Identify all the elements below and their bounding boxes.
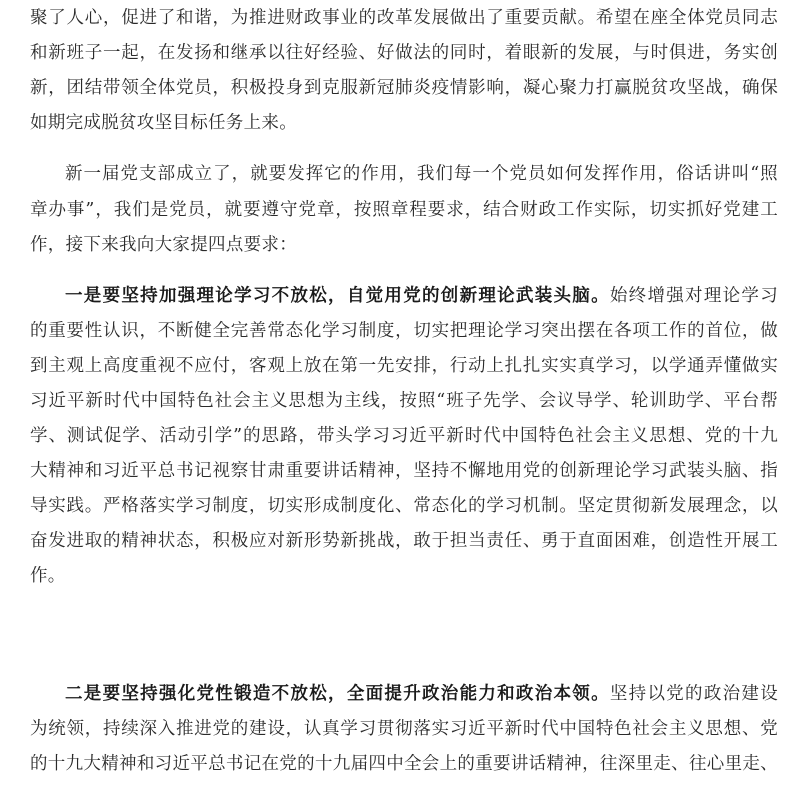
text-line: 如期完成脱贫攻坚目标任务上来。 bbox=[30, 113, 297, 133]
text-line bbox=[30, 285, 778, 307]
text-line: 新一届党支部成立了，就要发挥它的作用，我们每一个党员如何发挥作用，俗话讲叫“照 bbox=[65, 164, 778, 184]
text-line: 的重要性认识，不断健全完善常态化学习制度，切实把理论学习突出摆在各项工作的首位，做 bbox=[30, 321, 778, 341]
text-line: 奋发进取的精神状态，积极应对新形势新挑战，敢于担当责任、勇于直面困难，创造性开展工 bbox=[30, 531, 778, 551]
text-run: 始终增强对理论学习 bbox=[609, 286, 778, 306]
text-line: 作，接下来我向大家提四点要求： bbox=[30, 235, 297, 255]
text-line: 和新班子一起，在发扬和继承以往好经验、好做法的同时，着眼新的发展，与时俱进，务实创 bbox=[30, 43, 778, 63]
text-line: 为统领，持续深入推进党的建设，认真学习贯彻落实习近平新时代中国特色社会主义思想、党 bbox=[30, 719, 778, 739]
text-line: 大精神和习近平总书记视察甘肃重要讲话精神，坚持不懈地用党的创新理论学习武装头脑、指 bbox=[30, 461, 778, 481]
text-line: 的十九大精神和习近平总书记在党的十九届四中全会上的重要讲话精神，往深里走、往心里走、 bbox=[30, 754, 778, 774]
text-line: 作。 bbox=[30, 566, 66, 586]
text-line: 导实践。严格落实学习制度，切实形成制度化、常态化的学习机制。坚定贯彻新发展理念，以 bbox=[30, 496, 778, 516]
paragraph-heading: 一是要坚持加强理论学习不放松，自觉用党的创新理论武装头脑。 bbox=[65, 286, 610, 306]
text-line: 新，团结带领全体党员，积极投身到克服新冠肺炎疫情影响，凝心聚力打赢脱贫攻坚战，确保 bbox=[30, 78, 778, 98]
text-line: 习近平新时代中国特色社会主义思想为主线，按照“班子先学、会议导学、轮训助学、平台帮 bbox=[30, 391, 778, 411]
text-line: 到主观上高度重视不应付，客观上放在第一先安排，行动上扎扎实实真学习，以学通弄懂做实 bbox=[30, 356, 778, 376]
text-line: 聚了人心，促进了和谐，为推进财政事业的改革发展做出了重要贡献。希望在座全体党员同志 bbox=[30, 8, 778, 28]
text-line bbox=[30, 683, 778, 705]
text-line: 章办事”，我们是党员，就要遵守党章，按照章程要求，结合财政工作实际，切实抓好党建工 bbox=[30, 200, 778, 220]
text-line: 学、测试促学、活动引学”的思路，带头学习习近平新时代中国特色社会主义思想、党的十九 bbox=[30, 426, 778, 446]
paragraph-heading: 二是要坚持强化党性锻造不放松，全面提升政治能力和政治本领。 bbox=[65, 684, 610, 704]
text-run: 坚持以党的政治建设 bbox=[609, 684, 778, 704]
